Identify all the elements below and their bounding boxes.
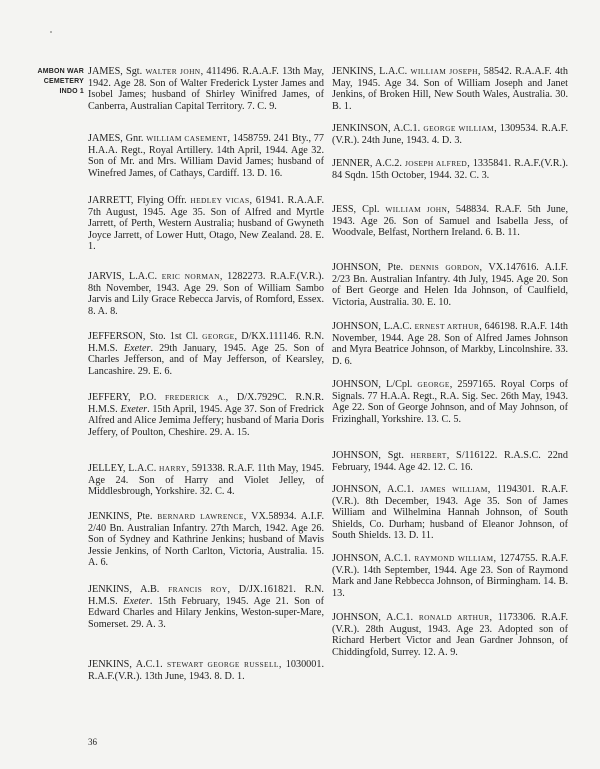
entry: JOHNSON, Sgt. HERBERT, S/116122. R.A.S.C. 22nd February, 1944. Age 42. 12. C. 16. [332, 450, 568, 473]
entry: JESS, Cpl. WILLIAM JOHN, 548834. R.A.F. 5th June, 1943. Age 26. Son of Samuel and Isabella Jess, of Woodvale, Belfast, Northern Ireland. 6. B. 11. [332, 204, 568, 239]
entry: JEFFERSON, Sto. 1st Cl. GEORGE, D/KX.111146. R.N. H.M.S. Exeter. 29th January, 1945. Age 25. Son of Charles Jefferson, and of May Jefferson, of Kearsley, Lancashire. 29. E. 6. [88, 331, 324, 377]
entry: JENKINS, A.B. FRANCIS ROY, D/JX.161821. R.N. H.M.S. Exeter. 15th February, 1945. Age 21. Son of Edward Charles and Hilary Jenkins, Weston-super-Mare, Somerset. 29. A. 3. [88, 584, 324, 630]
sidenote-line: CEMETERY [43, 78, 84, 85]
cemetery-sidenote [12, 67, 84, 97]
entry: JOHNSON, L/Cpl. GEORGE, 2597165. Royal Corps of Signals. 77 H.A.A. Regt., R.A. Sig. Sec. 26th May, 1943. Age 22. Son of George Johnson, and of May Johnson, of Frizinghall, Yorkshire. 13. C. 5. [332, 379, 568, 425]
entry: JARVIS, L.A.C. ERIC NORMAN, 1282273. R.A.F.(V.R.). 8th November, 1943. Age 29. Son of William Sambo Jarvis and Lily Grace Rebecca Jarvis, of Romford, Essex. 8. A. 8. [88, 271, 324, 317]
entry: JOHNSON, Pte. DENNIS GORDON, VX.147616. A.I.F. 2/23 Bn. Australian Infantry. 4th July, 1945. Age 20. Son of Bert George and Helen Ida Johnson, of Caulfield, Victoria, Australia. 30. E. 10. [332, 262, 568, 308]
entry: JOHNSON, A.C.1. RAYMOND WILLIAM, 1274755. R.A.F.(V.R.). 14th September, 1944. Age 23. Son of Raymond Mark and Jane Rebbecca Johnson, of Birmingham. 14. B. 13. [332, 553, 568, 599]
entry: JOHNSON, L.A.C. ERNEST ARTHUR, 646198. R.A.F. 14th November, 1944. Age 28. Son of Alfred James Johnson and Myra Beatrice Johnson, of Markby, Lincolnshire. 33. D. 6. [332, 321, 568, 367]
paper-speck [50, 31, 52, 33]
entry: JAMES, Gnr. WILLIAM CASEMENT, 1458759. 241 Bty., 77 H.A.A. Regt., Royal Artillery. 14th April, 1944. Age 32. Son of Mr. and Mrs. William David James; husband of Winefred James, of Cathays, Cardiff. 13. D. 16. [88, 133, 324, 179]
entry: JENKINSON, A.C.1. GEORGE WILLIAM, 1309534. R.A.F.(V.R.). 24th June, 1943. 4. D. 3. [332, 123, 568, 146]
entry: JENKINS, L.A.C. WILLIAM JOSEPH, 58542. R.A.A.F. 4th May, 1945. Age 34. Son of William Joseph and Janet Jenkins, of Broken Hill, New South Wales, Australia. 30. B. 1. [332, 66, 568, 112]
entry: JENNER, A.C.2. JOSEPH ALFRED, 1335841. R.A.F.(V.R.). 84 Sqdn. 15th October, 1944. 32. C. 3. [332, 158, 569, 181]
entry: JENKINS, Pte. BERNARD LAWRENCE, VX.58934. A.I.F. 2/40 Bn. Australian Infantry. 27th March, 1942. Age 26. Son of Sydney and Kathrine Jenkins; husband of Mavis Jessie Jenkins, of North Carlton, Victoria, Australia. 15. A. 6. [88, 511, 324, 569]
entry: JOHNSON, A.C.1. JAMES WILLIAM, 1194301. R.A.F.(V.R.). 8th December, 1943. Age 35. Son of James William and Wilhelmina Hannah Johnson, of South Shields, Co. Durham; husband of Eleanor Johnson, of South Shields. 13. D. 11. [332, 484, 568, 542]
entry: JELLEY, L.A.C. HARRY, 591338. R.A.F. 11th May, 1945. Age 24. Son of Harry and Violet Jelley, of Middlesbrough, Yorkshire. 32. C. 4. [88, 463, 324, 498]
entry: JENKINS, A.C.1. STEWART GEORGE RUSSELL, 1030001. R.A.F.(V.R.). 13th June, 1943. 8. D. 1. [88, 659, 324, 682]
entry: JEFFERY, P.O. FREDERICK A., D/X.7929C. R.N.R. H.M.S. Exeter. 15th April, 1945. Age 37. Son of Fredrick Alfred and Alice Jemima Jeffery; husband of Maria Doris Jeffery, of Poulton, Cheshire. 29. A. 15. [88, 392, 324, 438]
entry: JARRETT, Flying Offr. HEDLEY VICAS, 61941. R.A.A.F. 7th August, 1945. Age 35. Son of Alfred and Myrtle Jarrett, of Perth, Western Australia; husband of Gwyneth Joyce Jarrett, of Lower Hutt, Otago, New Zealand. 28. E. 1. [88, 195, 324, 253]
sidenote-line: INDO 1 [59, 88, 84, 95]
page-number: 36 [88, 737, 97, 747]
entry: JAMES, Sgt. WALTER JOHN, 411496. R.A.A.F. 13th May, 1942. Age 28. Son of Walter Frederick Lyster James and Isobel James; husband of Shirley Winifred James, of Canberra, Australian Capital Territory. 7. C. 9. [88, 66, 325, 112]
entry: JOHNSON, A.C.1. RONALD ARTHUR, 1173306. R.A.F.(V.R.). 28th August, 1943. Age 23. Adopted son of Richard Herbert Victor and Jean Gardner Johnson, of Chiddingfold, Surrey. 12. A. 9. [332, 612, 569, 658]
sidenote-line: AMBON WAR [37, 68, 84, 75]
